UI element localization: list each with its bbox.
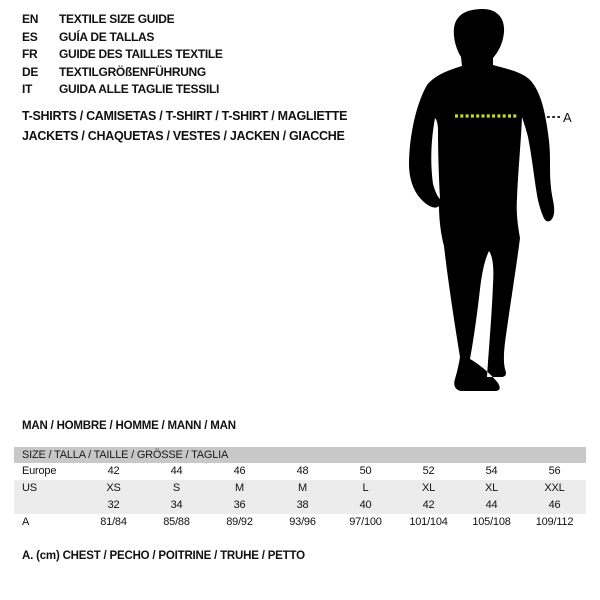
- size-value: 50: [359, 465, 372, 477]
- language-code: IT: [22, 82, 33, 96]
- row-label: Europe: [22, 465, 57, 477]
- category-jackets: JACKETS / CHAQUETAS / VESTES / JACKEN / GIACCHE: [22, 129, 345, 143]
- language-row-it: [22, 81, 223, 99]
- garment-categories: [22, 106, 347, 146]
- size-value: 34: [170, 499, 183, 511]
- size-value: 40: [359, 499, 372, 511]
- language-label: GUIDE DES TAILLES TEXTILE: [59, 47, 223, 61]
- size-value: L: [362, 482, 369, 494]
- size-value: 46: [233, 465, 246, 477]
- language-label: TEXTILE SIZE GUIDE: [59, 12, 175, 26]
- language-row-es: [22, 29, 223, 47]
- measure-label-a: A: [563, 110, 572, 125]
- language-label: TEXTILGRÖßENFÜHRUNG: [59, 64, 206, 79]
- size-value: 46: [548, 499, 561, 511]
- category-tshirts: T-SHIRTS / CAMISETAS / T-SHIRT / T-SHIRT / MAGLIETTE: [22, 109, 348, 123]
- row-label: A: [22, 516, 30, 528]
- man-silhouette-figure: [405, 0, 585, 400]
- language-row-en: [22, 11, 223, 29]
- size-value: S: [172, 482, 181, 494]
- size-value: 38: [296, 499, 309, 511]
- size-value: M: [235, 482, 244, 494]
- size-value: 81/84: [100, 516, 127, 528]
- row-label: US: [22, 482, 37, 494]
- table-row-us: [14, 480, 586, 497]
- size-value: 42: [107, 465, 120, 477]
- language-code: DE: [22, 64, 39, 79]
- table-row-chest-a: [14, 514, 586, 531]
- table-row-numeric: [14, 497, 586, 514]
- row-label: [14, 497, 82, 514]
- language-title-list: [22, 11, 223, 99]
- section-title-man: MAN / HOMBRE / HOMME / MANN / MAN: [22, 420, 236, 432]
- size-value: 52: [422, 465, 435, 477]
- size-value: M: [298, 482, 307, 494]
- language-label: GUIDA ALLE TAGLIE TESSILI: [59, 82, 220, 96]
- size-value: 36: [233, 499, 246, 511]
- table-row-europe: [14, 463, 586, 480]
- size-value: XL: [484, 482, 499, 494]
- size-value: 56: [548, 465, 561, 477]
- size-value: 42: [422, 499, 435, 511]
- size-value: 93/96: [289, 516, 316, 528]
- language-code: EN: [22, 12, 39, 26]
- language-code: FR: [22, 47, 38, 61]
- size-value: 97/100: [349, 516, 382, 528]
- size-table-header: SIZE / TALLA / TAILLE / GRÖSSE / TAGLIA: [14, 447, 586, 463]
- size-value: 54: [485, 465, 498, 477]
- size-table: [14, 447, 586, 531]
- size-value: 44: [170, 465, 183, 477]
- measurement-footnote: A. (cm) CHEST / PECHO / POITRINE / TRUHE / PETTO: [22, 550, 305, 562]
- size-value: 44: [485, 499, 498, 511]
- language-code: ES: [22, 29, 38, 44]
- size-value: 109/112: [535, 516, 574, 528]
- size-value: 89/92: [226, 516, 253, 528]
- size-value: 101/104: [409, 516, 448, 528]
- size-value: 32: [107, 499, 120, 511]
- language-row-de: [22, 64, 223, 82]
- size-value: 105/108: [472, 516, 511, 528]
- size-value: XXL: [544, 482, 565, 494]
- man-silhouette-shape: [409, 9, 554, 391]
- language-row-fr: [22, 46, 223, 64]
- man-silhouette-svg: [405, 0, 585, 400]
- size-value: 48: [296, 465, 309, 477]
- size-value: XL: [421, 482, 436, 494]
- size-value: XS: [106, 482, 121, 494]
- language-label: GUÍA DE TALLAS: [59, 29, 155, 44]
- size-value: 85/88: [163, 516, 190, 528]
